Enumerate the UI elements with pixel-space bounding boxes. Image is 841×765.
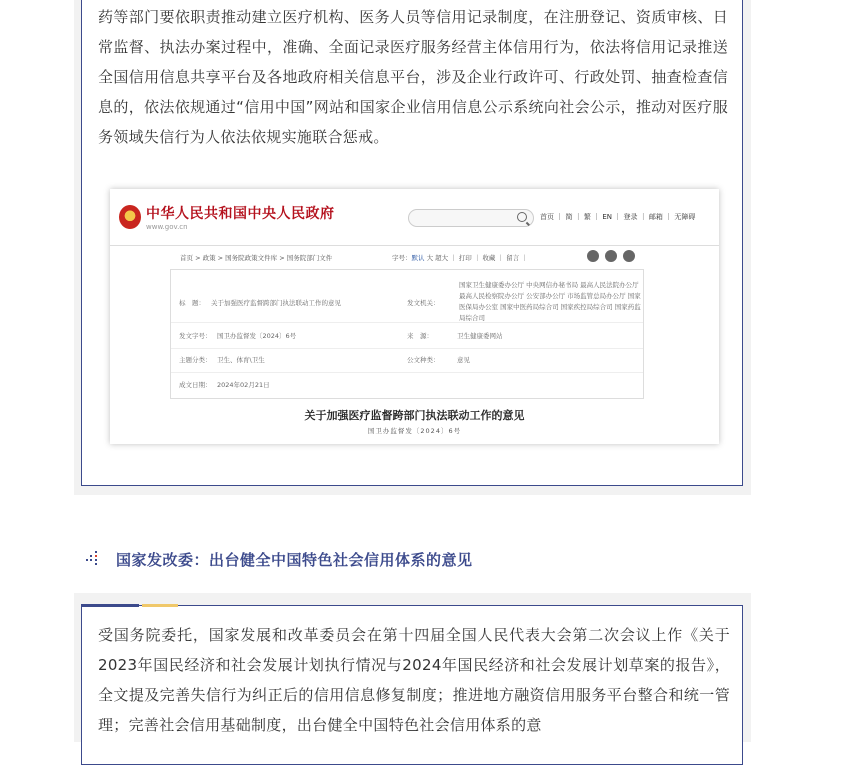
info-value: 卫生健康委网站 — [457, 332, 503, 340]
breadcrumb: 首页 > 政策 > 国务院政策文件库 > 国务院部门文件 — [180, 254, 333, 262]
national-emblem-icon — [119, 205, 141, 229]
search-icon — [517, 212, 527, 222]
article-card-top — [74, 0, 751, 495]
info-value: 2024年02月21日 — [217, 381, 270, 389]
card-accent-bar-gold — [142, 604, 178, 607]
info-value: 卫生、体育\卫生 — [217, 356, 265, 364]
info-label: 发文字号： — [179, 332, 212, 340]
article-card-bottom — [74, 593, 751, 742]
article-paragraph-bottom: 受国务院委托，国家发展和改革委员会在第十四届全国人民代表大会第二次会议上作《关于2023年国民经济和社会发展计划执行情况与2024年国民经济和社会发展计划草案的报告》，全文提及完善失信行为纠正后的信用信息修复制度；推进地方融资信用服务平台整合和统一管理；完善社会信用基础制度，出台健全中国特色社会信用体系的意 — [98, 626, 730, 734]
info-value: 国卫办监督发〔2024〕6号 — [217, 332, 297, 340]
font-size-label: 字号： — [392, 254, 412, 262]
info-label: 成文日期： — [179, 381, 212, 389]
info-label: 公文种类： — [407, 356, 440, 364]
page-actions: ｜ 打印 ｜ 收藏 ｜ 留言 ｜ — [450, 254, 528, 262]
info-row — [171, 348, 643, 373]
document-title: 关于加强医疗监督跨部门执法联动工作的意见 — [304, 409, 525, 422]
gov-site-title: 中华人民共和国中央人民政府 — [146, 206, 335, 222]
wechat-icon — [605, 250, 617, 262]
section-title: 国家发改委：出台健全中国特色社会信用体系的意见 — [116, 551, 473, 569]
info-value: 国家卫生健康委办公厅 中央网信办秘书局 最高人民法院办公厅 — [459, 281, 639, 289]
section-dots-icon — [86, 551, 100, 565]
gov-header — [110, 189, 719, 246]
info-label: 来 源： — [407, 332, 433, 340]
weibo-icon — [587, 250, 599, 262]
share-icon — [623, 250, 635, 262]
info-row — [171, 372, 643, 398]
card-accent-bar — [81, 604, 139, 607]
info-label: 主题分类： — [179, 356, 212, 364]
font-size-default: 默认 — [411, 254, 425, 262]
info-row — [171, 270, 643, 323]
info-label: 标 题： — [179, 299, 205, 307]
page-tools — [392, 253, 528, 262]
info-value: 医保局办公室 国家中医药局综合司 国家疾控局综合司 国家药监 — [459, 303, 641, 311]
info-value: 关于加强医疗监督跨部门执法联动工作的意见 — [211, 299, 341, 307]
document-info-table — [170, 269, 644, 399]
article-paragraph-top: 药等部门要依职责推动建立医疗机构、医务人员等信用记录制度，在注册登记、资质审核、日常监督、执法办案过程中，准确、全面记录医疗服务经营主体信用行为，依法将信用记录推送全国信用信息共享平台及各地政府相关信息平台，涉及企业行政许可、行政处罚、抽查检查信息的，依法依规通过“信用中国”网站和国家企业信用信息公示系统向社会公示，推动对医疗服务领域失信行为人依法依规实施联合惩戒。 — [98, 8, 728, 146]
article-card-top-inner — [81, 0, 743, 486]
embedded-screenshot — [110, 189, 719, 444]
gov-top-nav: 首页 ｜ 简 ｜ 繁 ｜ EN ｜ 登录 ｜ 邮箱 ｜ 无障碍 — [540, 213, 696, 221]
gov-site-url: www.gov.cn — [146, 223, 188, 231]
info-value: 最高人民检察院办公厅 公安部办公厅 市场监管总局办公厅 国家 — [459, 292, 641, 300]
gov-search-box — [408, 209, 534, 227]
article-card-bottom-inner — [81, 605, 743, 765]
document-number: 国卫办监督发〔2024〕6号 — [367, 427, 462, 435]
info-value: 意见 — [457, 356, 470, 364]
info-row — [171, 324, 643, 349]
info-value: 局综合司 — [459, 314, 485, 322]
info-label: 发文机关： — [407, 299, 440, 307]
font-size-large: 大 超大 — [426, 254, 449, 262]
